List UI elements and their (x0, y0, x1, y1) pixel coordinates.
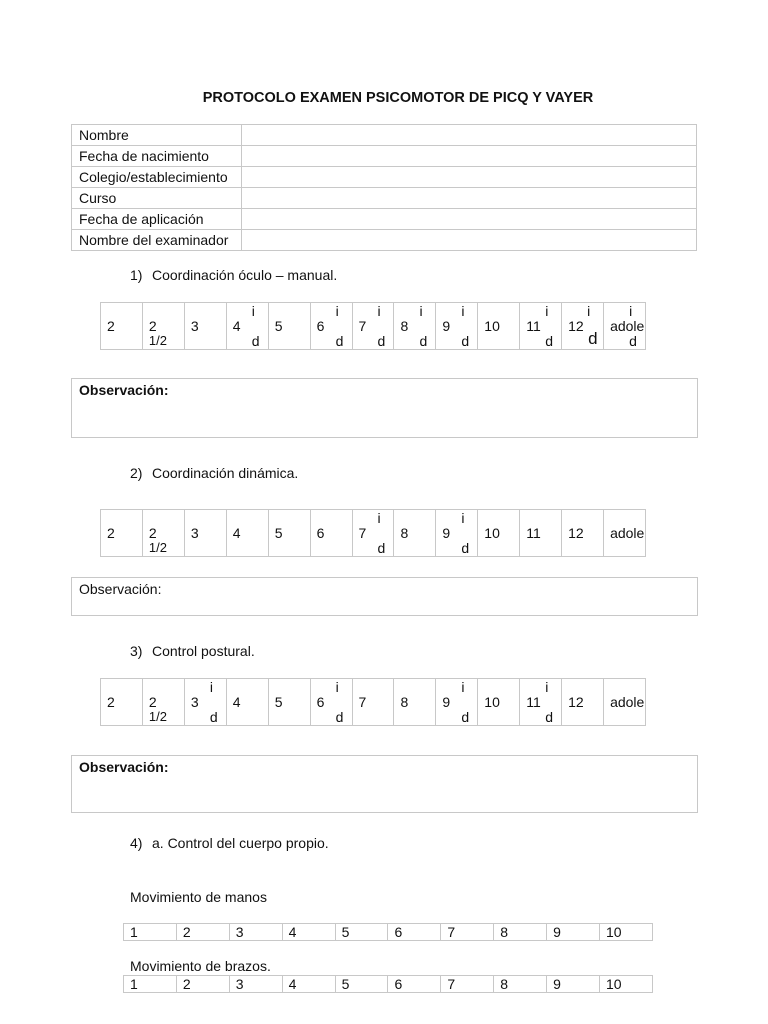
scale-cell[interactable]: 2 (176, 924, 229, 941)
observation-box-3[interactable]: Observación: (71, 755, 698, 813)
age-label: 4 (232, 318, 241, 334)
age-label: 11 (526, 525, 541, 541)
age-cell[interactable] (268, 510, 310, 557)
info-value-field[interactable] (242, 167, 697, 188)
mark-i-label: i (251, 303, 255, 319)
age-label: 6 (316, 694, 325, 710)
age-cell[interactable] (478, 679, 520, 726)
info-label: Curso (72, 188, 242, 209)
age-cell[interactable] (101, 303, 143, 350)
age-label: 4 (232, 694, 241, 710)
mark-d-label: d (461, 540, 470, 556)
info-value-field[interactable] (242, 209, 697, 230)
scale-cell[interactable]: 5 (335, 976, 388, 993)
age-cell[interactable] (562, 303, 604, 350)
age-cell[interactable] (562, 510, 604, 557)
age-label: 12 (568, 694, 584, 710)
mark-i-label: i (461, 510, 465, 526)
scale-cell[interactable]: 4 (282, 976, 335, 993)
mark-d-label: d (545, 333, 554, 349)
mark-d-label: d (377, 540, 386, 556)
half-label: 1/2 (148, 540, 167, 555)
age-label: 12 (568, 318, 584, 334)
info-label: Nombre del examinador (72, 230, 242, 251)
age-cell[interactable] (352, 679, 394, 726)
mark-i-label: i (335, 679, 339, 695)
scale-cell[interactable]: 10 (600, 976, 653, 993)
info-row (72, 125, 697, 146)
age-cell[interactable] (520, 510, 562, 557)
age-cell[interactable] (226, 510, 268, 557)
age-label: 9 (442, 525, 451, 541)
age-label: 2 (148, 694, 157, 710)
info-row (72, 167, 697, 188)
mark-i-label: i (545, 679, 549, 695)
mark-d-label: d (545, 709, 554, 725)
age-label: 4 (232, 525, 241, 541)
scale-cell[interactable]: 1 (124, 976, 177, 993)
age-label: 2 (107, 694, 115, 710)
scale-cell[interactable]: 9 (547, 924, 600, 941)
age-label: 9 (442, 318, 451, 334)
age-label: 10 (484, 525, 500, 541)
mark-i-label: i (419, 303, 423, 319)
age-cell[interactable] (394, 510, 436, 557)
age-table-2 (100, 509, 646, 557)
mark-d-label: d (335, 333, 344, 349)
mark-i-label: i (377, 303, 381, 319)
age-cell[interactable] (142, 510, 184, 557)
mark-i-label: i (461, 303, 465, 319)
age-label: 5 (274, 694, 283, 710)
mark-d-label: d (588, 329, 598, 348)
section-heading-2: 2) Coordinación dinámica. (130, 465, 299, 481)
age-label: 8 (400, 694, 409, 710)
scale-table-brazos (123, 975, 653, 993)
age-label: 11 (526, 318, 541, 334)
age-label: 2 (148, 525, 157, 541)
scale-cell[interactable]: 1 (124, 924, 177, 941)
age-cell[interactable] (310, 303, 352, 350)
info-row (72, 209, 697, 230)
scale-cell[interactable]: 8 (494, 924, 547, 941)
info-table (71, 124, 697, 251)
info-label: Fecha de aplicación (72, 209, 242, 230)
age-label: 12 (568, 525, 584, 541)
movimiento-brazos-label: Movimiento de brazos. (130, 958, 271, 974)
info-label: Fecha de nacimiento (72, 146, 242, 167)
age-cell[interactable] (310, 679, 352, 726)
age-cell[interactable] (520, 303, 562, 350)
mark-d-label: d (209, 709, 218, 725)
age-table-3 (100, 678, 646, 726)
age-cell[interactable] (436, 679, 478, 726)
scale-cell[interactable]: 8 (494, 976, 547, 993)
info-row (72, 188, 697, 209)
age-label: 10 (484, 694, 500, 710)
age-cell[interactable] (142, 303, 184, 350)
movimiento-manos-label: Movimiento de manos (130, 889, 267, 905)
age-cell[interactable] (436, 303, 478, 350)
age-label: 3 (190, 525, 199, 541)
age-label: 10 (484, 318, 500, 334)
info-value-field[interactable] (242, 188, 697, 209)
age-cell[interactable] (562, 679, 604, 726)
age-cell[interactable] (394, 679, 436, 726)
age-cell[interactable] (604, 679, 646, 726)
age-cell[interactable] (604, 510, 646, 557)
age-cell[interactable] (478, 303, 520, 350)
mark-i-label: i (461, 679, 465, 695)
info-label: Colegio/establecimiento (72, 167, 242, 188)
age-cell[interactable] (101, 679, 143, 726)
age-cell[interactable] (184, 679, 226, 726)
age-cell[interactable] (520, 679, 562, 726)
age-label: 5 (274, 525, 283, 541)
mark-d-label: d (377, 333, 386, 349)
scale-cell[interactable]: 2 (176, 976, 229, 993)
age-cell[interactable] (226, 679, 268, 726)
scale-cell[interactable]: 3 (229, 924, 282, 941)
mark-d-label: d (251, 333, 260, 349)
info-row (72, 230, 697, 251)
age-label: adole (610, 525, 645, 541)
observation-box-2[interactable]: Observación: (71, 577, 698, 616)
age-table-1 (100, 302, 646, 350)
age-label: 11 (526, 694, 541, 710)
mark-d-label: d (461, 333, 470, 349)
age-label: 3 (190, 318, 199, 334)
info-row (72, 146, 697, 167)
age-label: 6 (316, 318, 325, 334)
age-label: adole (610, 694, 645, 710)
page-title: PROTOCOLO EXAMEN PSICOMOTOR DE PICQ Y VAYER (202, 90, 594, 106)
age-label: 7 (358, 525, 367, 541)
mark-i-label: i (629, 303, 633, 319)
mark-i-label: i (545, 303, 549, 319)
age-cell[interactable] (352, 303, 394, 350)
age-label: 5 (274, 318, 283, 334)
section-heading-3: 3) Control postural. (130, 643, 255, 659)
age-label: adole (610, 318, 645, 334)
scale-cell[interactable]: 9 (547, 976, 600, 993)
age-cell[interactable] (478, 510, 520, 557)
age-cell[interactable] (310, 510, 352, 557)
info-value-field[interactable] (242, 125, 697, 146)
mark-d-label: d (335, 709, 344, 725)
age-label: 9 (442, 694, 451, 710)
age-cell[interactable] (436, 510, 478, 557)
age-cell[interactable] (394, 303, 436, 350)
scale-cell[interactable]: 4 (282, 924, 335, 941)
half-label: 1/2 (148, 333, 167, 348)
mark-i-label: i (335, 303, 339, 319)
section-heading-4: 4) a. Control del cuerpo propio. (130, 835, 329, 851)
mark-i-label: i (587, 303, 591, 319)
mark-i-label: i (377, 510, 381, 526)
age-cell[interactable] (352, 510, 394, 557)
age-label: 8 (400, 318, 409, 334)
scale-cell[interactable]: 3 (229, 976, 282, 993)
age-cell[interactable] (604, 303, 646, 350)
mark-d-label: d (419, 333, 428, 349)
mark-d-label: d (629, 333, 637, 349)
age-label: 7 (358, 318, 367, 334)
scale-table-manos (123, 923, 653, 941)
observation-box-1[interactable]: Observación: (71, 378, 698, 438)
age-cell[interactable] (268, 303, 310, 350)
mark-i-label: i (209, 679, 213, 695)
info-label: Nombre (72, 125, 242, 146)
age-cell[interactable] (268, 679, 310, 726)
age-label: 2 (107, 318, 115, 334)
age-label: 2 (148, 318, 157, 334)
age-label: 7 (358, 694, 367, 710)
age-cell[interactable] (142, 679, 184, 726)
scale-cell[interactable]: 7 (441, 976, 494, 993)
scale-cell[interactable]: 6 (388, 924, 441, 941)
info-value-field[interactable] (242, 146, 697, 167)
info-value-field[interactable] (242, 230, 697, 251)
scale-cell[interactable]: 10 (600, 924, 653, 941)
mark-d-label: d (461, 709, 470, 725)
scale-cell[interactable]: 7 (441, 924, 494, 941)
age-label: 2 (107, 525, 115, 541)
half-label: 1/2 (148, 709, 167, 724)
scale-cell[interactable]: 5 (335, 924, 388, 941)
age-cell[interactable] (226, 303, 268, 350)
age-cell[interactable] (184, 510, 226, 557)
age-cell[interactable] (184, 303, 226, 350)
age-label: 8 (400, 525, 409, 541)
age-label: 6 (316, 525, 325, 541)
age-cell[interactable] (101, 510, 143, 557)
age-label: 3 (190, 694, 199, 710)
section-heading-1: 1) Coordinación óculo – manual. (130, 267, 338, 283)
scale-cell[interactable]: 6 (388, 976, 441, 993)
